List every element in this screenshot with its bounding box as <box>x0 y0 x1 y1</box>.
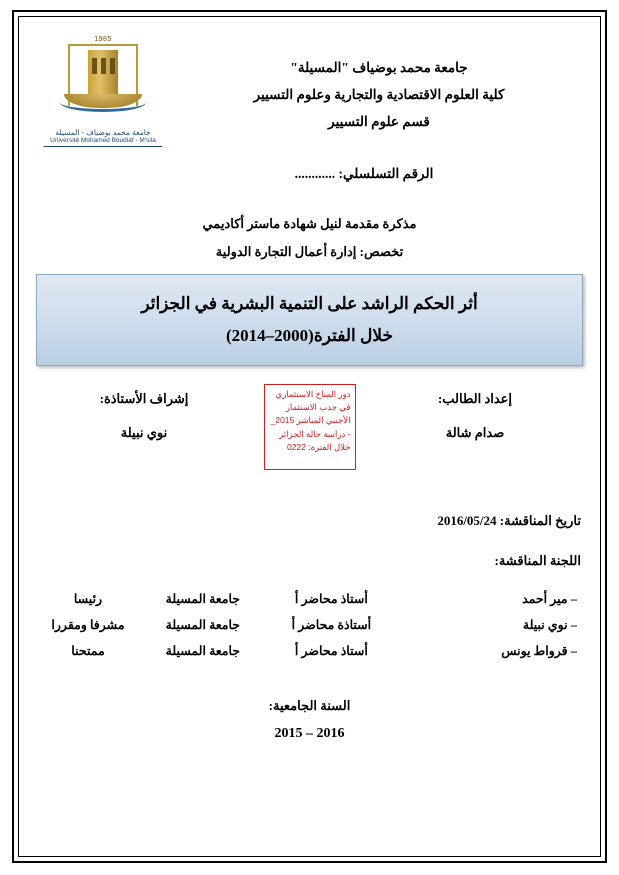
jury-role: رئيسا <box>73 592 103 606</box>
jury-table <box>36 586 583 664</box>
department-name: قسم علوم التسيير <box>328 114 430 129</box>
defense-date-label: تاريخ المناقشة: <box>499 513 581 528</box>
jury-rank: أستاذ محاضر أ <box>294 592 368 606</box>
serial-label: الرقم التسلسلي: <box>338 166 434 181</box>
serial-value: ............ <box>294 166 336 181</box>
student-name: صدام شالة <box>445 424 505 440</box>
serial-number-line <box>149 166 579 182</box>
university-logo <box>38 34 168 147</box>
logo-emblem-icon <box>60 34 146 126</box>
table-row <box>36 586 583 612</box>
logo-slot-right <box>110 58 115 74</box>
table-row <box>36 612 583 638</box>
jury-university: جامعة المسيلة <box>165 618 241 632</box>
logo-slot-left <box>92 58 97 74</box>
specialty-line: تخصص: إدارة أعمال التجارة الدولية <box>215 244 404 259</box>
logo-slot-mid <box>101 58 106 74</box>
jury-role: ممتحنا <box>71 644 105 658</box>
jury-heading: اللجنة المناقشة: <box>494 553 581 568</box>
academic-year-value: 2015 – 2016 <box>274 726 345 741</box>
jury-name: – قرواط يونس <box>501 644 577 658</box>
supervisor-label: إشراف الأستاذة: <box>99 391 189 406</box>
jury-university: جامعة المسيلة <box>165 592 241 606</box>
supervisor-block <box>54 382 234 450</box>
thesis-title-line-2: خلال الفترة(2000–2014) <box>226 326 394 345</box>
red-stamp-box <box>264 384 356 470</box>
thesis-title-line-1: أثر الحكم الراشد على التنمية البشرية في الجزائر <box>141 293 478 313</box>
table-row <box>36 638 583 664</box>
defense-date-line <box>437 513 581 529</box>
people-row <box>36 382 583 492</box>
student-label: إعداد الطالب: <box>437 391 513 406</box>
defense-date-value: 2016/05/24 <box>437 513 497 528</box>
logo-name-french: Université Mohamed Boudiaf - M'sila <box>50 137 156 144</box>
logo-divider <box>44 146 162 147</box>
logo-name-arabic: جامعة محمد بوضياف - المسيلة <box>55 128 151 137</box>
stamp-line-1: دور المناخ الاستثماري <box>275 389 351 399</box>
institution-header <box>179 54 579 135</box>
jury-rank: أستاذ محاضر أ <box>294 644 368 658</box>
academic-year-label: السنة الجامعية: <box>268 698 351 713</box>
student-block <box>385 382 565 450</box>
stamp-line-4: - دراسة حالة الجزائر <box>279 428 351 439</box>
jury-rank: أستاذة محاضر أ <box>291 618 372 632</box>
logo-year: 1985 <box>94 36 112 43</box>
stamp-line-5: خلال الفترة: 0222 <box>287 441 351 452</box>
degree-statement: مذكرة مقدمة لنيل شهادة ماستر أكاديمي <box>202 216 417 231</box>
logo-book-icon <box>60 93 146 112</box>
faculty-name: كلية العلوم الاقتصادية والتجارية وعلوم التسيير <box>253 87 505 102</box>
supervisor-name: نوي نبيلة <box>120 424 168 440</box>
jury-university: جامعة المسيلة <box>165 644 241 658</box>
stamp-line-3: الأجنبي المباشر 2015_ <box>270 415 351 426</box>
thesis-title-box <box>36 274 583 366</box>
jury-role: مشرفا ومقررا <box>51 618 125 632</box>
university-name: جامعة محمد بوضياف "المسيلة" <box>290 60 468 75</box>
page-content <box>30 26 589 849</box>
jury-name: – مير أحمد <box>522 592 577 606</box>
stamp-line-2: في جذب الاستثمار <box>285 402 351 413</box>
jury-name: – نوي نبيلة <box>522 618 577 632</box>
